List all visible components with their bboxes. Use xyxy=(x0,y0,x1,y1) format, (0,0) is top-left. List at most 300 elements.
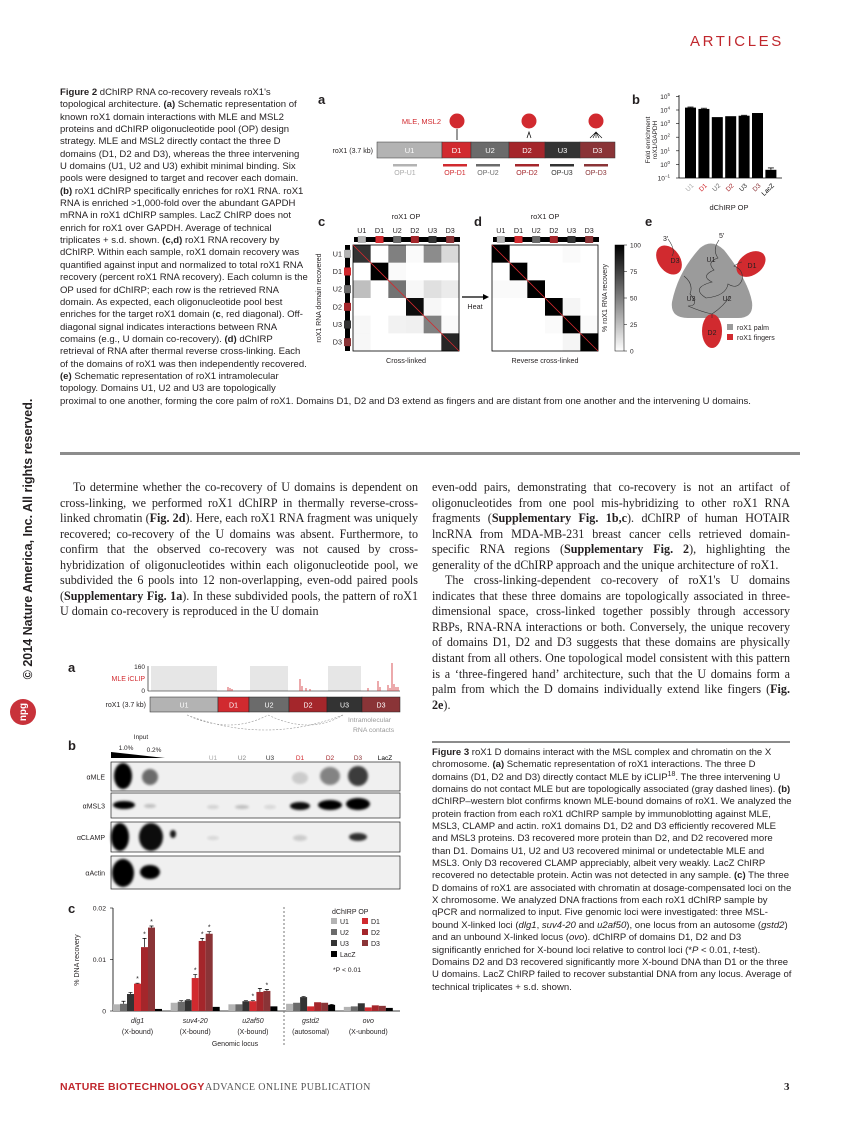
error-bar xyxy=(258,988,262,992)
oligo-pool-bar xyxy=(476,164,500,167)
column-label: U2 xyxy=(531,226,541,235)
heatmap-cell xyxy=(441,245,459,263)
legend-swatch-d3 xyxy=(362,940,368,946)
heatmap-cell xyxy=(371,316,389,334)
colorbar-label: % roX1 RNA recovery xyxy=(602,263,609,333)
text-run: , xyxy=(536,919,542,931)
npg-logo xyxy=(10,699,36,725)
domain-label: D2 xyxy=(303,702,313,710)
contacts-label: RNA contacts xyxy=(353,727,395,734)
x-tick-sublabel: (X-bound) xyxy=(121,1029,154,1036)
panel-label: a xyxy=(318,92,326,107)
x-tick-sublabel: (X-unbound) xyxy=(348,1029,388,1036)
heatmap-cell xyxy=(492,316,510,334)
heatmap-cell xyxy=(545,280,563,298)
heatmap-cell xyxy=(441,316,459,334)
lane-label: U1 xyxy=(208,755,218,762)
heatmap-cell xyxy=(353,333,371,351)
y-tick-label xyxy=(660,146,670,155)
legend-swatch-fingers xyxy=(727,334,733,340)
bar-dlg1-d2 xyxy=(141,947,148,1011)
protein-binding-circle xyxy=(522,114,537,129)
bold-run: Supplementary Fig. 1b,c xyxy=(491,511,627,526)
x-tick-label: U1 xyxy=(684,182,696,194)
track-min-label: 0 xyxy=(141,688,145,695)
topology-domain-label: D2 xyxy=(707,330,717,337)
text-run: The cross-linking-dependent co-recovery of roX1's U domains indicates that these three domains are topologically associated in three-dimensional space, cross-linked together possibly through accessory RBPs, RNA-RNA interactions or both. Conversely, the unique recovery of domains D1, D2 and D3 suggests that these domains are physically distant from all others. One topological model consistent with this pattern is a ‘three-fingered hand’ architecture, such that the U domains form a palm from which the D domains individually extend like fingers ( xyxy=(432,573,790,697)
column-label: D1 xyxy=(374,226,385,235)
rna-label: roX1 (3.7 kb) xyxy=(105,702,146,709)
domain-label: U2 xyxy=(485,146,495,155)
heatmap-cell xyxy=(527,333,545,351)
significance-star: * xyxy=(136,976,139,984)
input-label: Input xyxy=(133,734,149,741)
tick-exponent: 1 xyxy=(667,146,670,152)
panel-label: d xyxy=(474,214,482,229)
blot-band xyxy=(142,769,158,785)
arrow-label: Heat xyxy=(467,302,483,311)
error-bar xyxy=(302,997,306,998)
legend-label: roX1 palm xyxy=(737,325,769,332)
error-bar xyxy=(122,1001,126,1004)
column-key-bar xyxy=(493,237,599,242)
blot-band xyxy=(139,823,163,851)
bar-gstd2-d3 xyxy=(321,1003,328,1011)
text-run: ). Here, each roX1 RNA fragment was uniquely recovered; co-recovery of the U domains was absent. Furthermore, to confirm that the observed co-recovery was not caused by cross-hybridization of oligonucleotides within each oligonucleotide pool, we subdivided the 6 pools into 12 non-overlapping, even-odd paired pools ( xyxy=(60,511,418,603)
bar-suv4-20-u3 xyxy=(185,1000,192,1011)
legend-swatch-d1 xyxy=(362,918,368,924)
heatmap-cell xyxy=(510,298,528,316)
heatmap-cell xyxy=(371,245,389,263)
bar-suv4-20-d3 xyxy=(206,934,213,1011)
blot-band xyxy=(207,805,219,809)
heatmap-cell xyxy=(492,333,510,351)
panel-label: b xyxy=(68,738,76,753)
body-column-left xyxy=(60,480,418,620)
page-number: 3 xyxy=(784,1081,790,1093)
arrow-right-icon xyxy=(483,294,489,300)
italic-run: gstd2 xyxy=(761,919,785,931)
column-key-u1 xyxy=(358,236,366,243)
contact-line xyxy=(527,132,531,138)
column-key-u3 xyxy=(429,236,437,243)
y-tick-label xyxy=(660,106,670,115)
domain-label: D2 xyxy=(522,146,532,155)
error-bar xyxy=(193,974,197,978)
y-axis-label: roX1 RNA domain recovered xyxy=(316,253,323,343)
row-key-d2 xyxy=(344,303,351,311)
bold-run: (a) xyxy=(163,99,176,111)
column-key-u2 xyxy=(532,236,540,243)
italic-run: u2af50 xyxy=(597,919,627,931)
antibody-label: αMLE xyxy=(86,774,105,782)
footer-publication: ADVANCE ONLINE PUBLICATION xyxy=(205,1082,371,1093)
legend-swatch-u3 xyxy=(331,940,337,946)
track-label: MLE iCLIP xyxy=(111,676,145,683)
blot-band xyxy=(170,830,176,838)
error-bar xyxy=(143,938,147,947)
paragraph xyxy=(60,480,418,620)
heatmap-cell xyxy=(406,333,424,351)
row-label: D2 xyxy=(332,302,342,312)
heatmap-xlabel: Reverse cross-linked xyxy=(511,356,579,365)
heatmap-title: roX1 OP xyxy=(530,212,560,221)
bar-gstd2-d2 xyxy=(314,1002,321,1011)
blot-band xyxy=(235,805,249,809)
heatmap-cell xyxy=(563,263,581,281)
figure-3-caption-text xyxy=(432,747,792,993)
y-tick-label xyxy=(660,160,670,169)
bar-d3 xyxy=(752,113,763,178)
heatmap-cell xyxy=(388,333,406,351)
contacts-label: Intramolecular xyxy=(348,717,392,724)
heatmap-cell xyxy=(563,298,581,316)
domain-label: D1 xyxy=(229,702,238,710)
column-key-u1 xyxy=(497,236,505,243)
x-tick-label: D1 xyxy=(697,182,709,194)
text-run: roX1 RNA recovery by dChIRP. Within each sample, roX1 domain recovery was quantified against input and normalized to total roX1 RNA recovery (percent roX1 RNA recovery). Each column is the OP used for dChIRP; each row is the retrieved RNA domain. As expected, each oligonucleotide pool best enriches for the target roX1 domain ( xyxy=(60,235,308,321)
legend-swatch-d2 xyxy=(362,929,368,935)
heatmap-cell xyxy=(424,333,442,351)
unbound-region-shade xyxy=(328,666,361,691)
blot-band xyxy=(111,823,129,851)
blot-band xyxy=(292,772,308,784)
column-label: D1 xyxy=(513,226,524,235)
heatmap-cell xyxy=(563,280,581,298)
tick-base: 10 xyxy=(660,93,668,101)
error-bar xyxy=(251,1001,255,1002)
column-key-d1 xyxy=(376,236,384,243)
y-tick-label: 0.02 xyxy=(92,905,106,913)
logo-text: npg xyxy=(17,702,29,722)
legend-label: D1 xyxy=(371,919,380,926)
significance-star: * xyxy=(265,982,269,990)
text-run: Schematic representation of roX1 interactions. The three D domains (D1, D2 and D3) directly contact MLE by iCLIP xyxy=(432,759,756,783)
bar-u1 xyxy=(685,108,696,178)
y-tick-label: 0.01 xyxy=(92,957,106,964)
five-prime-label: 5′ xyxy=(719,233,725,240)
heatmap-cell xyxy=(424,280,442,298)
heatmap-cell xyxy=(492,280,510,298)
heatmap-cell xyxy=(353,263,371,281)
colorbar-tick-label: 100 xyxy=(630,242,641,250)
x-tick-label: D3 xyxy=(751,182,763,194)
oligo-pool-label: OP-D2 xyxy=(516,170,538,177)
bar-dlg1-d3 xyxy=(148,928,155,1011)
text-run: dChIRP retrieval of RNA after thermal reverse cross-linking. Each of the domains of roX1 was then independently recovered. xyxy=(60,333,307,370)
heatmap-cell xyxy=(388,263,406,281)
heatmap-cell xyxy=(406,263,424,281)
bold-run: Supplementary Fig. 2 xyxy=(564,542,690,557)
y-tick-label: 0 xyxy=(102,1008,106,1016)
text-run: Schematic representation of roX1 intramolecular topology. Domains U1, U2 and U3 are topologically proximal to one another, forming the core palm of roX1. Domains D1, D2 and D3 extend as fingers and are distant from one another and the intervening U domains. xyxy=(60,370,751,407)
bold-run: (b) xyxy=(60,185,73,197)
text-run: , red diagonal). Off-diagonal signal indicates interactions between RNA comains (e.g., U domain co-recovery). xyxy=(60,309,303,345)
bar-u2af50-d1 xyxy=(249,1001,256,1011)
heatmap-xlabel: Cross-linked xyxy=(386,356,426,365)
bar-d2 xyxy=(725,116,736,178)
bar-gstd2-u2 xyxy=(293,1003,300,1011)
legend-label: U2 xyxy=(340,930,349,937)
bar-ovo-lacz xyxy=(386,1008,393,1011)
column-key-u2 xyxy=(393,236,401,243)
text-run: . The three intervening U domains do not contact MLE but are topologically associated (gray dashed lines). xyxy=(432,771,781,796)
column-key-d2 xyxy=(411,236,419,243)
y-axis-label: Fold enrichment xyxy=(645,116,652,164)
text-run: The three D domains of roX1 are associated with chromatin at dosage-compensated loci on the X chromosome. We analyzed DNA fractions from each roX1 dChIRP sample by qPCR and normalized to input. Five genomic loci were investigated: three MSL-bound X-linked loci ( xyxy=(432,870,792,931)
significance-note: *P < 0.01 xyxy=(333,967,362,974)
legend-label: roX1 fingers xyxy=(737,335,775,342)
antibody-label: αMSL3 xyxy=(82,803,105,811)
panel-label: b xyxy=(632,92,640,107)
bold-run: (c,d) xyxy=(162,235,183,247)
x-axis-label: Genomic locus xyxy=(211,1041,259,1048)
domain-label: U2 xyxy=(264,702,274,710)
figure-divider xyxy=(60,452,800,455)
blot-band xyxy=(113,801,135,809)
tick-exponent: 5 xyxy=(667,91,670,97)
heatmap-cell xyxy=(580,316,598,334)
track-max-label: 160 xyxy=(134,664,145,671)
domain-label: D3 xyxy=(592,146,603,155)
heatmap-cell xyxy=(424,298,442,316)
tick-base: 10 xyxy=(660,107,668,115)
y-axis-label: roX1/GAPDH xyxy=(652,120,659,160)
bar-suv4-20-u2 xyxy=(178,1002,185,1011)
row-label: D3 xyxy=(332,337,342,347)
column-label: D3 xyxy=(584,226,594,235)
oligo-pool-label: OP-U1 xyxy=(394,170,416,177)
error-bar xyxy=(244,1001,248,1002)
blot-band xyxy=(207,836,219,840)
y-tick-label xyxy=(658,174,671,183)
text-run: and xyxy=(575,919,598,931)
text-run: roX1 dChIRP specifically enriches for roX1 RNA. roX1 RNA is enriched >1,000-fold over the abundant GAPDH mRNA in roX1 dChIRP samples. LacZ ChIRP does not enrich for roX1 over GAPDH. Average of technical triplicates + s.d. shown. xyxy=(60,185,304,247)
bold-run: (d) xyxy=(224,333,237,345)
panel-label: e xyxy=(645,214,653,229)
bar-gstd2-u3 xyxy=(300,997,307,1011)
bold-run: (c) xyxy=(733,870,746,882)
heatmap-cell xyxy=(406,280,424,298)
bar-u2af50-lacz xyxy=(270,1006,277,1011)
text-run: ). dChIRP of human HOTAIR lncRNA from MDA-MB-231 breast cancer cells retrieved domain-specific RNA regions ( xyxy=(432,511,790,557)
blot-band xyxy=(114,763,132,789)
column-label: D3 xyxy=(445,226,455,235)
text-run: ) and an unbound X-linked locus ( xyxy=(432,919,788,944)
column-label: U1 xyxy=(496,226,506,235)
lane-label: U2 xyxy=(237,755,247,762)
bar-suv4-20-lacz xyxy=(213,1007,220,1011)
figure-2 xyxy=(310,85,800,385)
row-key-bar xyxy=(345,245,350,351)
x-tick-label: dlg1 xyxy=(130,1018,145,1025)
text-run: roX1 D domains interact with the MSL complex and chromatin on the X chromosome. xyxy=(432,747,772,771)
legend-label: D2 xyxy=(371,930,380,937)
text-run: < 0.01, xyxy=(698,944,734,956)
x-tick-label: LacZ xyxy=(760,182,776,198)
text-run: ), one locus from an autosome ( xyxy=(626,919,762,931)
x-tick-label: U2 xyxy=(711,182,723,194)
figure-3 xyxy=(60,650,430,1060)
legend-title: dChIRP OP xyxy=(332,909,369,916)
domain-label: U3 xyxy=(340,702,349,710)
italic-run: dlg1 xyxy=(518,919,537,931)
bar-suv4-20-d2 xyxy=(199,941,206,1011)
legend-swatch-u1 xyxy=(331,918,337,924)
blot-band xyxy=(320,767,340,785)
blot-band xyxy=(112,859,134,887)
heatmap-cell xyxy=(527,263,545,281)
blot-band xyxy=(346,798,370,810)
x-tick-label: D2 xyxy=(724,182,736,194)
lane-label: D3 xyxy=(353,755,363,762)
error-bar xyxy=(136,983,140,984)
heatmap-cell xyxy=(492,263,510,281)
domain-label: U3 xyxy=(557,146,568,155)
significance-star: * xyxy=(251,993,255,1001)
unbound-region-shade xyxy=(151,666,217,691)
error-bar xyxy=(129,992,133,994)
heatmap-cell xyxy=(388,316,406,334)
input-low-label: 0.2% xyxy=(146,747,162,754)
text-run: even-odd pairs, demonstrating that co-recovery is not an artifact of oligonucleotides from one pool mis-hybridizing to other roX1 RNA fragments ( xyxy=(432,480,790,526)
tick-base: 10 xyxy=(660,121,668,129)
column-key-d3 xyxy=(585,236,593,243)
paragraph xyxy=(432,480,790,573)
significance-star: * xyxy=(200,931,204,939)
column-label: U2 xyxy=(392,226,402,235)
y-tick-label xyxy=(660,119,670,128)
colorbar xyxy=(615,245,624,351)
heatmap-cell xyxy=(563,333,581,351)
bar-ovo-d3 xyxy=(379,1006,386,1011)
bold-run: (a) xyxy=(492,759,505,771)
figure-3-caption xyxy=(432,747,792,994)
lane-label: D2 xyxy=(325,755,335,762)
tick-exponent: −1 xyxy=(664,173,670,179)
blot-band xyxy=(264,805,276,809)
heatmap-cell xyxy=(527,298,545,316)
y-axis-label: % DNA recovery xyxy=(74,934,81,986)
heatmap-cell xyxy=(545,316,563,334)
heatmap-cell xyxy=(371,298,389,316)
bar-u2af50-d3 xyxy=(263,991,270,1011)
heatmap-cell xyxy=(353,298,371,316)
blot-band xyxy=(349,833,367,841)
heatmap-cell xyxy=(580,263,598,281)
bold-run: Fig. 2d xyxy=(149,511,186,526)
bar-gstd2-u1 xyxy=(286,1004,293,1011)
bar-ovo-u3 xyxy=(358,1003,365,1011)
bar-dlg1-d1 xyxy=(134,984,141,1011)
heatmap-cell xyxy=(510,333,528,351)
bar-u2af50-u3 xyxy=(242,1001,249,1011)
lane-label: D1 xyxy=(295,755,305,762)
lane-label: U3 xyxy=(265,755,275,762)
oligo-pool-bar xyxy=(393,164,417,167)
tick-base: 10 xyxy=(660,134,668,142)
row-key-u1 xyxy=(344,250,351,258)
legend-label: LacZ xyxy=(340,952,356,959)
column-label: U3 xyxy=(427,226,438,235)
column-label: D2 xyxy=(549,226,559,235)
x-tick-label: gstd2 xyxy=(302,1018,320,1025)
oligo-pool-label: OP-U2 xyxy=(477,170,499,177)
heatmap-cell xyxy=(527,245,545,263)
three-prime-label: 3′ xyxy=(663,236,669,243)
bar-dlg1-lacz xyxy=(155,1009,162,1011)
bar-dlg1-u1 xyxy=(113,1004,120,1011)
x-tick-label: u2af50 xyxy=(242,1018,264,1025)
tick-base: 10 xyxy=(657,175,665,183)
heatmap-title: roX1 OP xyxy=(391,212,421,221)
copyright-notice: © 2014 Nature America, Inc. All rights reserved. xyxy=(21,398,35,680)
heatmap-cell xyxy=(492,298,510,316)
row-label: U3 xyxy=(332,320,342,329)
heatmap-cell xyxy=(406,245,424,263)
blot-band xyxy=(318,800,342,810)
legend-label: U1 xyxy=(340,919,349,926)
heatmap-cell xyxy=(406,316,424,334)
text-run: -test). Domains D2 and D3 recovered significantly more X-bound DNA than D1 or the three U domains. LacZ ChIRP failed to recover substantial DNA from any locus. Average of technical triplicates + s.d. shown. xyxy=(432,944,792,993)
italic-run: t xyxy=(733,944,736,956)
error-bar xyxy=(186,1000,190,1001)
bar-u2 xyxy=(712,117,723,178)
lane-label: LacZ xyxy=(377,755,393,762)
tick-exponent: 4 xyxy=(667,105,670,111)
y-tick-label xyxy=(660,92,670,101)
heatmap-cell xyxy=(424,245,442,263)
topology-domain-label: U2 xyxy=(722,296,732,303)
x-tick-sublabel: (X-bound) xyxy=(237,1029,269,1036)
antibody-label: αCLAMP xyxy=(76,835,105,842)
oligo-pool-bar xyxy=(443,164,467,167)
text-run: ). xyxy=(443,697,451,712)
heatmap-cell xyxy=(353,316,371,334)
bar-suv4-20-d1 xyxy=(192,978,199,1011)
topology-domain-label: U1 xyxy=(706,257,716,264)
oligo-pool-bar xyxy=(550,164,574,167)
palm-shape xyxy=(672,243,752,318)
heatmap-cell xyxy=(371,333,389,351)
heatmap-cell xyxy=(371,280,389,298)
row-label: U1 xyxy=(332,249,342,259)
legend-swatch-palm xyxy=(727,324,733,330)
text-run: ). In these subdivided pools, the pattern of roX1 U domain co-recovery is reproduced in the U domain xyxy=(60,588,419,619)
oligo-pool-label: OP-U3 xyxy=(551,170,573,177)
blot-band xyxy=(348,766,368,786)
topology-domain-label: D1 xyxy=(747,263,757,270)
significance-star: * xyxy=(150,919,153,927)
column-key-d2 xyxy=(550,236,558,243)
y-tick-label xyxy=(660,133,670,142)
bar-lacz xyxy=(765,170,776,178)
bar-gstd2-lacz xyxy=(328,1005,335,1011)
bar-ovo-d1 xyxy=(365,1007,372,1011)
oligo-pool-bar xyxy=(584,164,608,167)
bar-u2af50-d2 xyxy=(256,992,263,1011)
row-label: U2 xyxy=(332,284,342,294)
row-key-u2 xyxy=(344,285,351,293)
footer-journal: NATURE BIOTECHNOLOGY xyxy=(60,1081,205,1093)
text-run: ), highlighting the generality of the dChIRP approach and the unique architecture of roX1. xyxy=(432,542,790,572)
legend-label: D3 xyxy=(371,941,380,948)
input-high-label: 1.0% xyxy=(118,745,134,752)
paragraph xyxy=(432,573,790,713)
antibody-label: αActin xyxy=(85,870,105,878)
oligo-pool-label: OP-D3 xyxy=(585,170,607,177)
legend-swatch-lacz xyxy=(331,951,337,957)
